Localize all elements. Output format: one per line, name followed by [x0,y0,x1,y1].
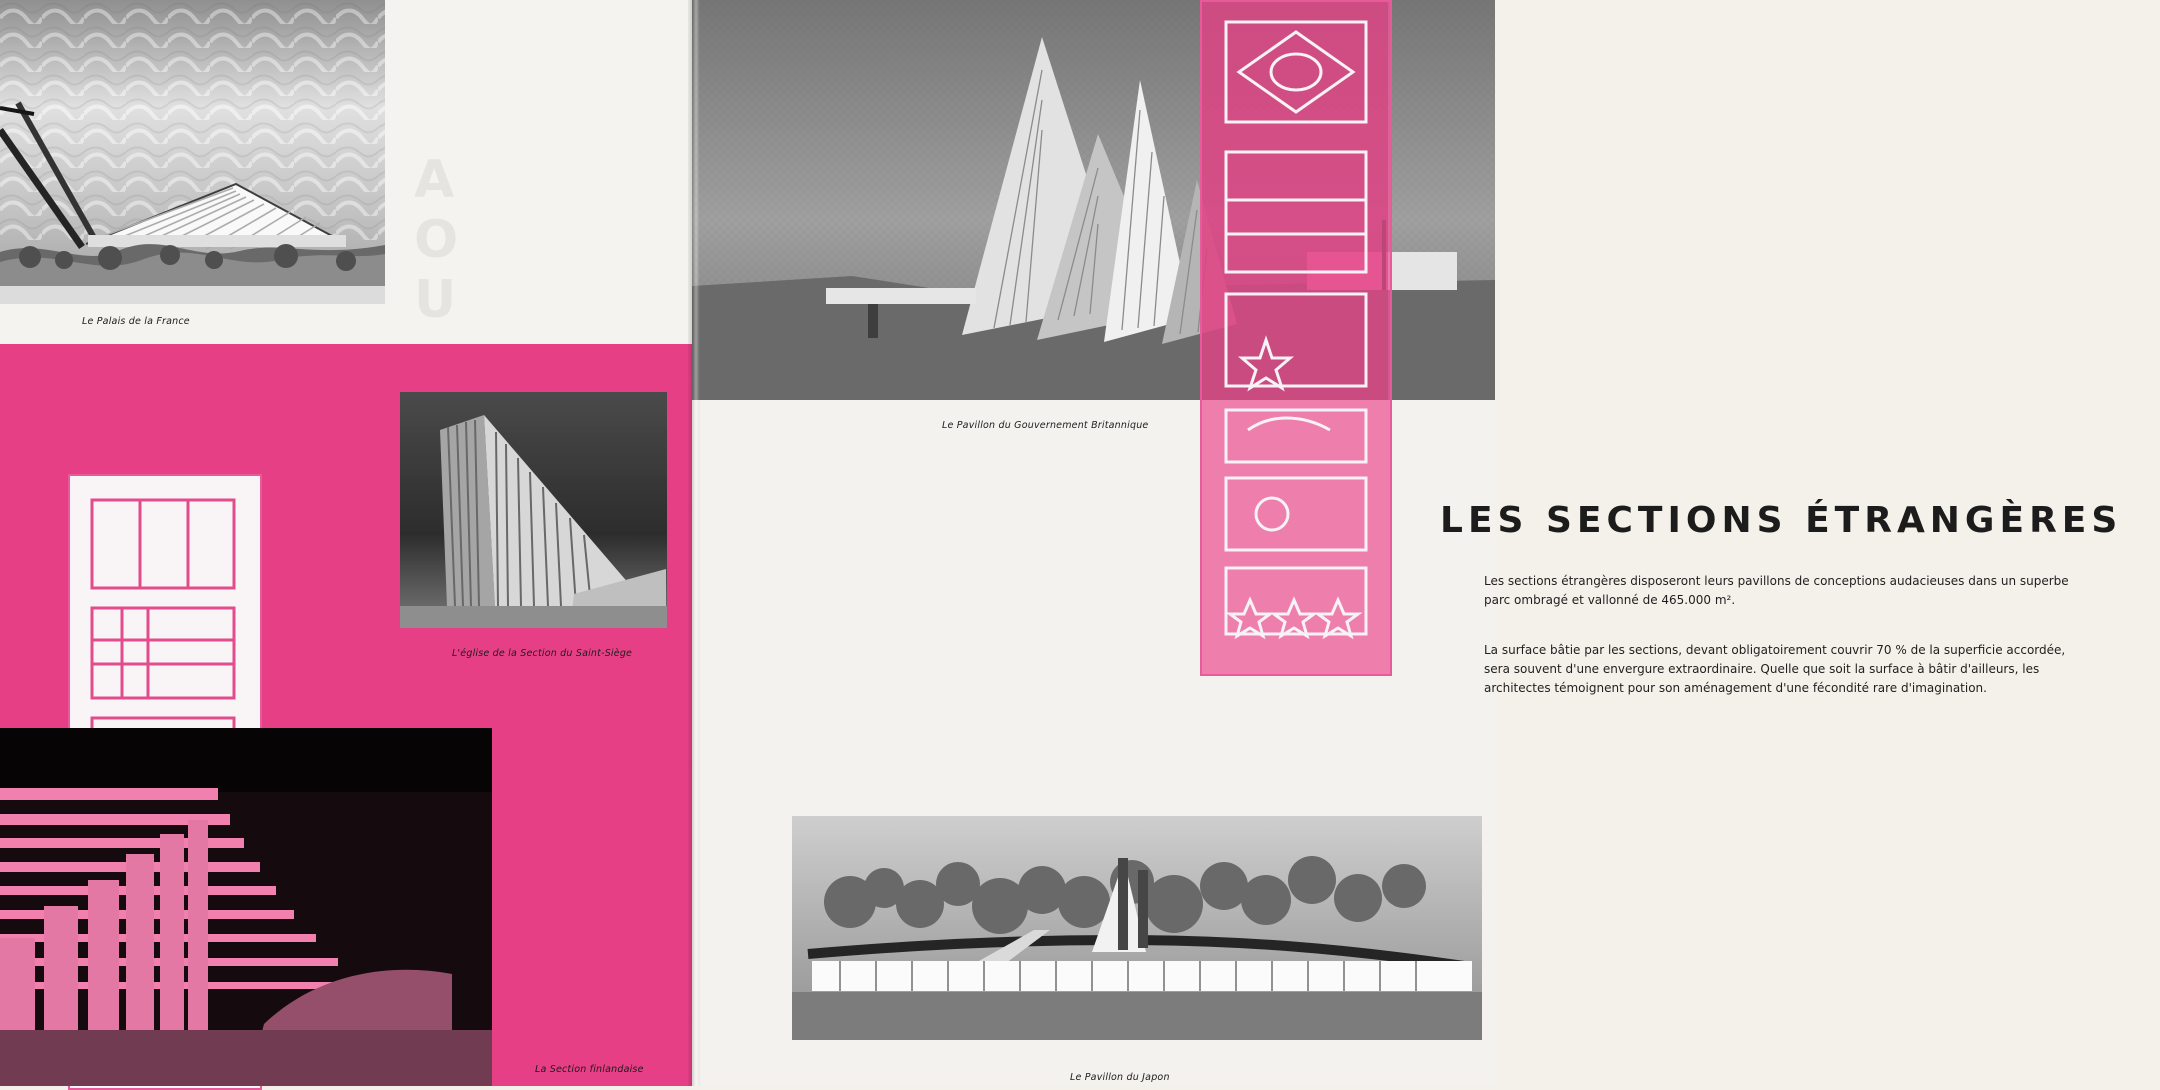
holy-see-photo [400,392,667,628]
flag-strip-right [1200,0,1392,676]
paragraph-2: La surface bâtie par les sections, devant obligatoirement couvrir 70 % de la superficie accordée, sera souvent d'une envergure extraordinaire. Quelle que soit la surface à bâtir d'ailleurs, les architectes témoignent pour son aménagement d'une fécondité rare d'imagination. [1484,643,2066,695]
france-photo [0,0,385,304]
holy-see-caption: L'église de la Section du Saint-Siège [452,648,633,659]
france-caption: Le Palais de la France [82,316,190,327]
finland-pink-overlay [0,728,492,1086]
paragraph-1: Les sections étrangères disposeront leurs pavillons de conceptions audacieuses dans un superbe parc ombragé et vallonné de 465.000 m². [1484,574,2069,607]
britain-caption: Le Pavillon du Gouvernement Britannique [942,420,1149,431]
right-page [692,0,2123,1086]
japan-photo [792,816,1482,1040]
ghost-letters: A O U [414,150,477,330]
left-page [0,0,692,1086]
section-title: LES SECTIONS ÉTRANGÈRES [1440,500,2123,541]
japan-caption: Le Pavillon du Japon [1070,1072,1170,1083]
finland-caption: La Section finlandaise [535,1064,644,1075]
